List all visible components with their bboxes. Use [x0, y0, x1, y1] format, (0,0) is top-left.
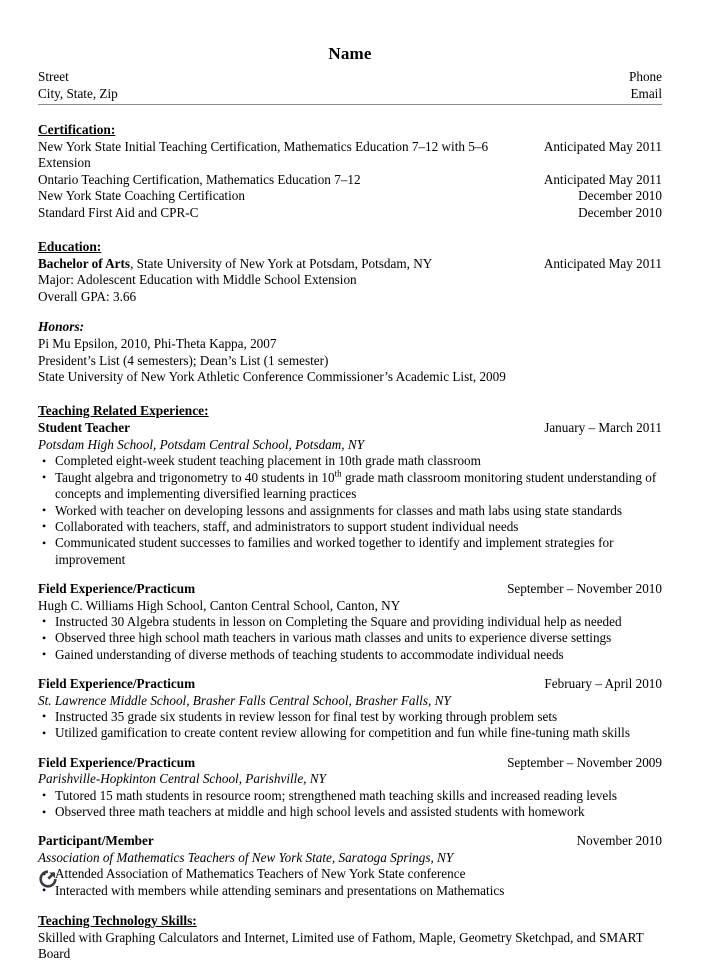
- experience-title: Field Experience/Practicum: [38, 581, 196, 597]
- section-teaching-experience: [38, 402, 662, 899]
- spacer: [38, 385, 662, 402]
- list-item: [38, 725, 662, 741]
- education-degree-name: Bachelor of Arts: [38, 256, 131, 272]
- experience-organization: Association of Mathematics Teachers of New York State, Saratoga Springs, NY: [38, 849, 454, 865]
- certification-text: New York State Initial Teaching Certification, Mathematics Education 7–12 with 5–6 Extension: [38, 139, 489, 171]
- experience-bullet-list: [38, 453, 662, 568]
- education-date: Anticipated May 2011: [543, 256, 662, 272]
- bullet-text-continued: grade math classroom monitoring student understanding of concepts and implementing diversified learning practices: [55, 469, 657, 502]
- education-degree-text: [38, 256, 444, 272]
- list-item: [38, 866, 662, 882]
- section-education: [38, 238, 662, 305]
- list-item: [38, 503, 662, 519]
- honors-line: President’s List (4 semesters); Dean’s List (1 semester): [38, 352, 329, 368]
- experience-entry: [38, 581, 662, 663]
- spacer: [38, 568, 662, 581]
- bullet-text: Collaborated with teachers, staff, and administrators to support student individual needs: [55, 518, 519, 534]
- experience-organization: Potsdam High School, Potsdam Central School, Potsdam, NY: [38, 436, 365, 452]
- experience-entry: [38, 676, 662, 742]
- section-honors: [38, 318, 662, 385]
- experience-title-row: [38, 755, 662, 771]
- tech-skills-text: Skilled with Graphing Calculators and Internet, Limited use of Fathom, Maple, Geometry Sketchpad, and SMART Board: [38, 930, 644, 962]
- spacer: [38, 742, 662, 755]
- bullet-text: Tutored 15 math students in resource room; strengthened math teaching skills and increased reading levels: [55, 787, 618, 803]
- contact-line-1: [38, 69, 662, 86]
- experience-entry: [38, 755, 662, 821]
- certification-row: [38, 188, 662, 204]
- certification-row: [38, 205, 662, 221]
- list-item: [38, 535, 662, 568]
- section-heading-certification: Certification:: [38, 122, 116, 137]
- experience-organization: St. Lawrence Middle School, Brasher Falls Central School, Brasher Falls, NY: [38, 692, 451, 708]
- list-item: [38, 614, 662, 630]
- experience-title: Field Experience/Practicum: [38, 754, 196, 770]
- section-heading-honors: Honors:: [38, 319, 85, 335]
- list-item: [38, 470, 662, 503]
- bullet-superscript: th: [334, 468, 342, 479]
- honors-line: Pi Mu Epsilon, 2010, Phi-Theta Kappa, 2007: [38, 336, 277, 352]
- bullet-text: Gained understanding of diverse methods of teaching students to accommodate individual needs: [55, 646, 564, 662]
- city-state-zip-text: City, State, Zip: [38, 85, 118, 101]
- experience-date: September – November 2010: [507, 581, 662, 597]
- email-text: Email: [630, 85, 662, 101]
- bullet-text: Instructed 35 grade six students in review lesson for final test by working through problem sets: [55, 708, 558, 724]
- spacer: [38, 820, 662, 833]
- honors-line: State University of New York Athletic Conference Commissioner’s Academic List, 2009: [38, 369, 506, 385]
- education-institution: , State University of New York at Potsdam, Potsdam, NY: [130, 256, 433, 272]
- certification-date: December 2010: [578, 204, 662, 220]
- education-gpa: Overall GPA: 3.66: [38, 288, 137, 304]
- experience-title: Participant/Member: [38, 833, 154, 849]
- education-major: Major: Adolescent Education with Middle School Extension: [38, 272, 357, 288]
- experience-date: November 2010: [576, 833, 662, 849]
- certification-date: Anticipated May 2011: [543, 171, 662, 187]
- certification-row: [38, 139, 662, 172]
- header-divider: [38, 104, 662, 105]
- bullet-text: Attended Association of Mathematics Teachers of New York State conference: [55, 866, 466, 882]
- section-certification: [38, 121, 662, 221]
- street-text: Street: [38, 69, 69, 84]
- experience-date: January – March 2011: [544, 420, 662, 436]
- experience-title-row: [38, 581, 662, 597]
- experience-title-row: [38, 420, 662, 436]
- section-tech-skills: [38, 912, 662, 963]
- bullet-text: Interacted with members while attending seminars and presentations on Mathematics: [55, 882, 505, 898]
- bullet-text: Worked with teacher on developing lessons and assignments for classes and math labs using state standards: [55, 502, 622, 518]
- spacer: [38, 305, 662, 318]
- experience-entry: [38, 420, 662, 568]
- bullet-text: Instructed 30 Algebra students in lesson on Completing the Square and providing individual help as needed: [55, 613, 622, 629]
- list-item: [38, 647, 662, 663]
- experience-organization: Hugh C. Williams High School, Canton Central School, Canton, NY: [38, 597, 401, 613]
- certification-row: [38, 172, 662, 188]
- spacer: [38, 663, 662, 676]
- certification-date: December 2010: [578, 188, 662, 204]
- phone-text: Phone: [629, 69, 662, 84]
- experience-date: February – April 2010: [544, 676, 662, 692]
- list-item: [38, 453, 662, 469]
- experience-title-row: [38, 833, 662, 849]
- experience-date: September – November 2009: [507, 754, 662, 770]
- experience-bullet-list: [38, 614, 662, 663]
- experience-title-row: [38, 676, 662, 692]
- bullet-text: Observed three high school math teachers in various math classes and units to experience diverse settings: [55, 630, 612, 646]
- list-item: [38, 788, 662, 804]
- external-link-circle-icon[interactable]: [38, 869, 58, 889]
- spacer: [38, 899, 662, 912]
- certification-list: [38, 139, 662, 221]
- section-heading-teaching-experience: Teaching Related Experience:: [38, 403, 209, 419]
- bullet-text: Observed three math teachers at middle and high school levels and assisted students with homework: [55, 804, 585, 819]
- certification-text: New York State Coaching Certification: [38, 188, 245, 204]
- experience-title: Field Experience/Practicum: [38, 676, 196, 692]
- education-degree-row: [38, 256, 662, 272]
- section-heading-education: Education:: [38, 239, 102, 255]
- list-item: [38, 804, 662, 820]
- experience-entry: [38, 833, 662, 899]
- section-heading-tech-skills: Teaching Technology Skills:: [38, 913, 197, 929]
- page-title: Name: [328, 44, 372, 63]
- bullet-text: Completed eight-week student teaching placement in 10th grade math classroom: [55, 453, 481, 469]
- bullet-text: Communicated student successes to families and worked together to identify and implement strategies for improvement: [55, 535, 614, 567]
- bullet-text: Utilized gamification to create content review allowing for competition and fun while fine-tuning math skills: [55, 725, 630, 741]
- list-item: [38, 519, 662, 535]
- experience-bullet-list: [38, 866, 662, 899]
- list-item: [38, 630, 662, 646]
- experience-title: Student Teacher: [38, 420, 130, 436]
- list-item: [38, 709, 662, 725]
- contact-line-2: [38, 86, 662, 103]
- certification-date: Anticipated May 2011: [543, 139, 662, 154]
- resume-header: [38, 44, 662, 105]
- certification-text: Ontario Teaching Certification, Mathematics Education 7–12: [38, 171, 361, 187]
- experience-bullet-list: [38, 788, 662, 821]
- bullet-text: Taught algebra and trigonometry to 40 students in 10: [55, 469, 335, 485]
- experience-bullet-list: [38, 709, 662, 742]
- spacer: [38, 221, 662, 238]
- list-item: [38, 883, 662, 899]
- experience-organization: Parishville-Hopkinton Central School, Parishville, NY: [38, 771, 326, 787]
- certification-text: Standard First Aid and CPR-C: [38, 204, 199, 220]
